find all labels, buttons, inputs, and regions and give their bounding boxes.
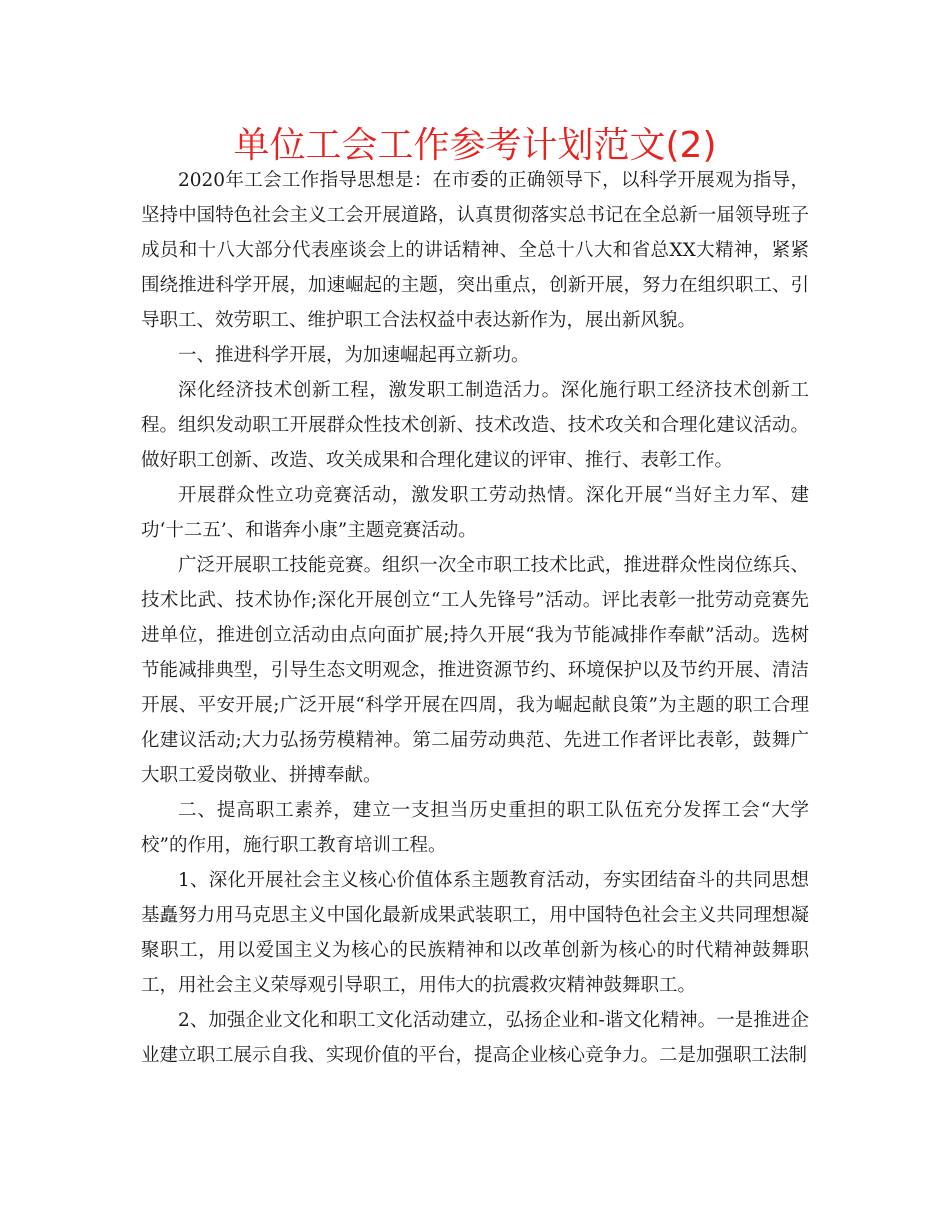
paragraph-item-one: 1、深化开展社会主义核心价值体系主题教育活动，夯实团结奋斗的共同思想基矗努力用马克思主义中国化最新成果武装职工，用中国特色社会主义共同理想凝聚职工，用以爱国主义为核心的民族精神和以改革创新为核心的时代精神鼓舞职工，用社会主义荣辱观引导职工，用伟大的抗震救灾精神鼓舞职工。 [141, 870, 809, 996]
paragraph-section-one-heading: 一、推进科学开展，为加速崛起再立新功。 [178, 345, 530, 366]
paragraph-innovation-project: 深化经济技术创新工程，激发职工制造活力。深化施行职工经济技术创新工程。组织发动职工开展群众性技术创新、技术改造、技术攻关和合理化建议活动。做好职工创新、改造、攻关成果和合理化建议的评审、推行、表彰工作。 [141, 380, 809, 471]
document-title: 单位工会工作参考计划范文(2) [233, 125, 717, 166]
paragraph-skill-competition: 广泛开展职工技能竞赛。组织一次全市职工技术比武，推进群众性岗位练兵、技术比武、技术协作;深化开展创立“工人先锋号”活动。评比表彰一批劳动竞赛先进单位，推进创立活动由点向面扩展;持久开展“我为节能减排作奉献”活动。选树节能减排典型，引导生态文明观念，推进资源节约、环境保护以及节约开展、清洁开展、平安开展;广泛开展“科学开展在四周，我为崛起献良策”为主题的职工合理化建议活动;大力弘扬劳模精神。第二届劳动典范、先进工作者评比表彰，鼓舞广大职工爱岗敬业、拼搏奉献。 [141, 555, 809, 786]
paragraph-guiding-thought: 2020年工会工作指导思想是：在市委的正确领导下，以科学开展观为指导，坚持中国特色社会主义工会开展道路，认真贯彻落实总书记在全总新一届领导班子成员和十八大部分代表座谈会上的讲话精神、全总十八大和省总XX大精神，紧紧围绕推进科学开展，加速崛起的主题，突出重点，创新开展，努力在组织职工、引导职工、效劳职工、维护职工合法权益中表达新作为，展出新风貌。 [141, 170, 809, 331]
document-body [141, 163, 809, 1073]
paragraph-item-two: 2、加强企业文化和职工文化活动建立，弘扬企业和-谐文化精神。一是推进企业建立职工展示自我、实现价值的平台，提高企业核心竞争力。二是加强职工法制 [141, 1010, 809, 1066]
paragraph-merit-competition: 开展群众性立功竞赛活动，激发职工劳动热情。深化开展“当好主力军、建功‘十二五’、和谐奔小康”主题竞赛活动。 [141, 485, 809, 541]
paragraph-section-two-heading: 二、提高职工素养，建立一支担当历史重担的职工队伍充分发挥工会“大学校”的作用，施行职工教育培训工程。 [141, 800, 809, 856]
